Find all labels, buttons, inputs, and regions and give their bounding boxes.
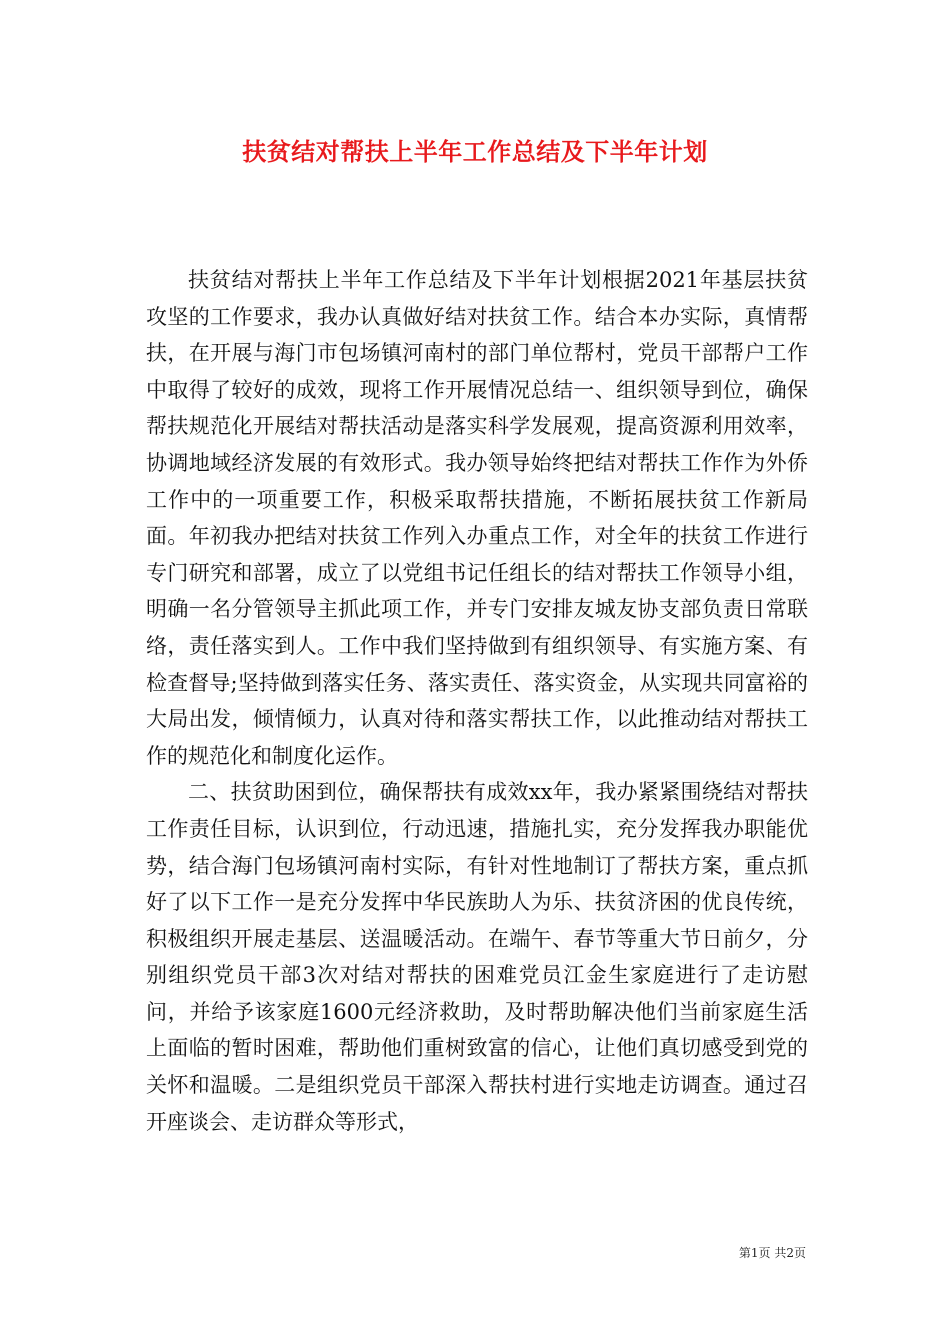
document-body	[146, 262, 808, 1140]
body-paragraph-1: 扶贫结对帮扶上半年工作总结及下半年计划根据2021年基层扶贫攻坚的工作要求，我办认真做好结对扶贫工作。结合本办实际，真情帮扶，在开展与海门市包场镇河南村的部门单位帮村，党员干部帮户工作中取得了较好的成效，现将工作开展情况总结一、组织领导到位，确保帮扶规范化开展结对帮扶活动是落实科学发展观，提高资源利用效率，协调地域经济发展的有效形式。我办领导始终把结对帮扶工作作为外侨工作中的一项重要工作，积极采取帮扶措施，不断拓展扶贫工作新局面。年初我办把结对扶贫工作列入办重点工作，对全年的扶贫工作进行专门研究和部署，成立了以党组书记任组长的结对帮扶工作领导小组，明确一名分管领导主抓此项工作，并专门安排友城友协支部负责日常联络，责任落实到人。工作中我们坚持做到有组织领导、有实施方案、有检查督导;坚持做到落实任务、落实责任、落实资金，从实现共同富裕的大局出发，倾情倾力，认真对待和落实帮扶工作，以此推动结对帮扶工作的规范化和制度化运作。	[146, 268, 808, 768]
page-number: 第1页 共2页	[738, 1246, 806, 1260]
document-title: 扶贫结对帮扶上半年工作总结及下半年计划	[242, 138, 708, 166]
body-paragraph-2: 二、扶贫助困到位，确保帮扶有成效xx年，我办紧紧围绕结对帮扶工作责任目标，认识到位，行动迅速，措施扎实，充分发挥我办职能优势，结合海门包场镇河南村实际，有针对性地制订了帮扶方案，重点抓好了以下工作一是充分发挥中华民族助人为乐、扶贫济困的优良传统，积极组织开展走基层、送温暖活动。在端午、春节等重大节日前夕，分别组织党员干部3次对结对帮扶的困难党员江金生家庭进行了走访慰问，并给予该家庭1600元经济救助，及时帮助解决他们当前家庭生活上面临的暂时困难，帮助他们重树致富的信心，让他们真切感受到党的关怀和温暖。二是组织党员干部深入帮扶村进行实地走访调查。通过召开座谈会、走访群众等形式，	[146, 780, 808, 1134]
